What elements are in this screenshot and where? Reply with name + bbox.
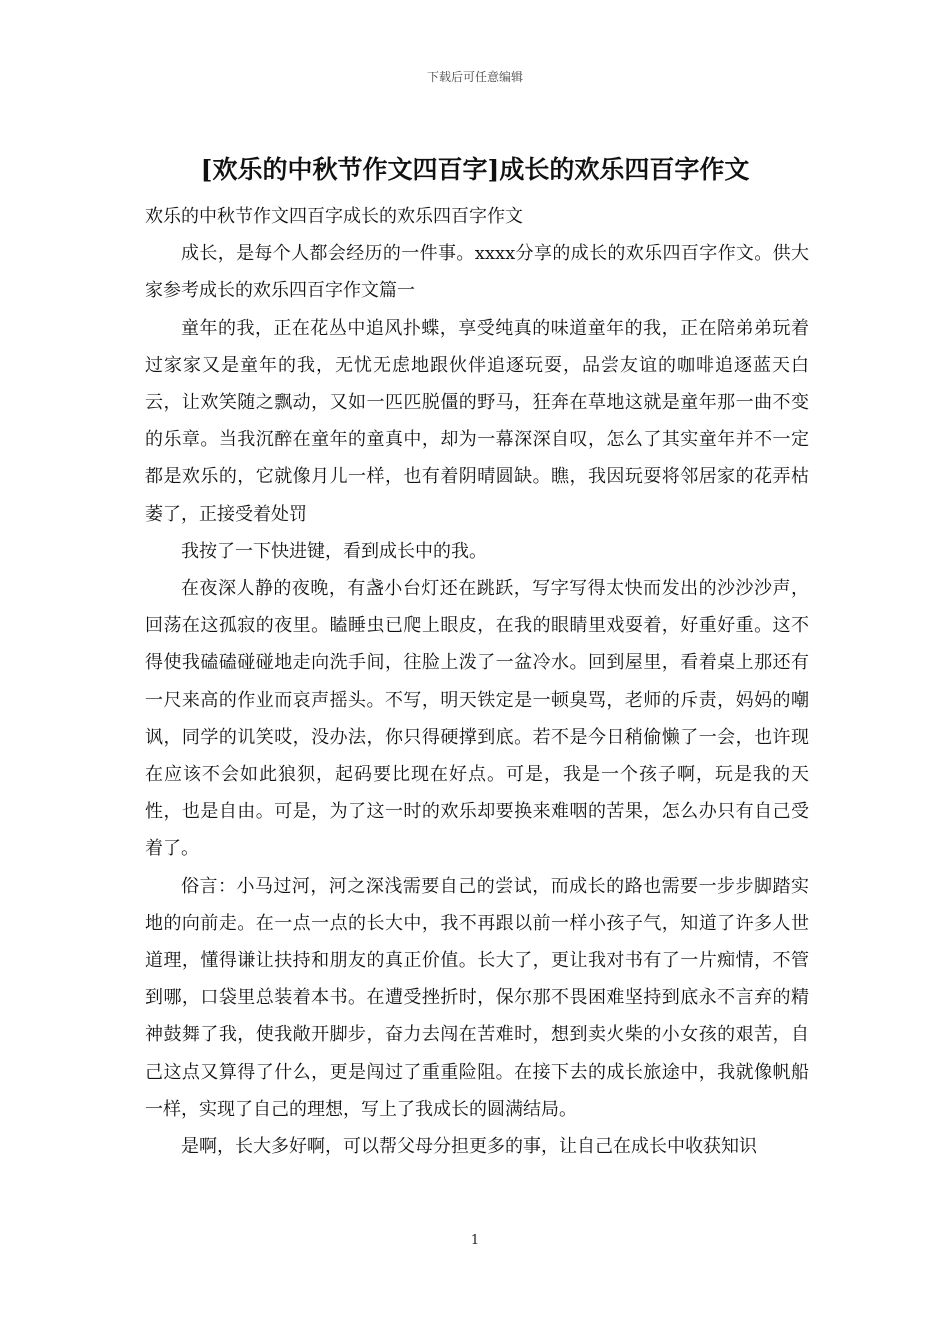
page-header-note: 下载后可任意编辑 <box>426 70 523 84</box>
document-body <box>145 198 809 1165</box>
subtitle-paragraph: 欢乐的中秋节作文四百字成长的欢乐四百字作文 <box>145 206 523 227</box>
body-paragraph: 是啊，长大多好啊，可以帮父母分担更多的事，让自己在成长中收获知识 <box>181 1136 757 1158</box>
document-title: [欢乐的中秋节作文四百字]成长的欢乐四百字作文 <box>200 155 750 184</box>
body-paragraph: 我按了一下快进键，看到成长中的我。 <box>181 540 487 562</box>
body-paragraph: 成长，是每个人都会经历的一件事。xxxx分享的成长的欢乐四百字作文。供大家参考成长的欢乐四百字作文篇一 <box>145 243 809 302</box>
body-paragraph: 童年的我，正在花丛中追风扑蝶，享受纯真的味道童年的我，正在陪弟弟玩着过家家又是童年的我，无忧无虑地跟伙伴追逐玩耍，品尝友谊的咖啡追逐蓝天白云，让欢笑随之飘动，又如一匹匹脱僵的野马，狂奔在草地这就是童年那一曲不变的乐章。当我沉醉在童年的童真中，却为一幕深深自叹，怎么了其实童年并不一定都是欢乐的，它就像月儿一样，也有着阴晴圆缺。瞧，我因玩耍将邻居家的花弄枯萎了，正接受着处罚 <box>145 317 809 525</box>
body-paragraph: 在夜深人静的夜晚，有盏小台灯还在跳跃，写字写得太快而发出的沙沙沙声，回荡在这孤寂的夜里。瞌睡虫已爬上眼皮，在我的眼睛里戏耍着，好重好重。这不得使我磕磕碰碰地走向洗手间，往脸上泼了一盆冷水。回到屋里，看着桌上那还有一尺来高的作业而哀声摇头。不写，明天铁定是一顿臭骂，老师的斥责，妈妈的嘲讽，同学的讥笑哎，没办法，你只得硬撑到底。若不是今日稍偷懒了一会，也许现在应该不会如此狼狈，起码要比现在好点。可是，我是一个孩子啊，玩是我的天性，也是自由。可是，为了这一时的欢乐却要换来难咽的苦果，怎么办只有自己受着了。 <box>145 578 809 860</box>
page-number: 1 <box>470 1233 480 1248</box>
body-paragraph: 俗言：小马过河，河之深浅需要自己的尝试，而成长的路也需要一步步脚踏实地的向前走。在一点一点的长大中，我不再跟以前一样小孩子气，知道了许多人世道理，懂得谦让扶持和朋友的真正价值。长大了，更让我对书有了一片痴情，不管到哪，口袋里总装着本书。在遭受挫折时，保尔那不畏困难坚持到底永不言弃的精神鼓舞了我，使我敞开脚步，奋力去闯在苦难时，想到卖火柴的小女孩的艰苦，自己这点又算得了什么，更是闯过了重重险阻。在接下去的成长旅途中，我就像帆船一样，实现了自己的理想，写上了我成长的圆满结局。 <box>145 875 809 1120</box>
